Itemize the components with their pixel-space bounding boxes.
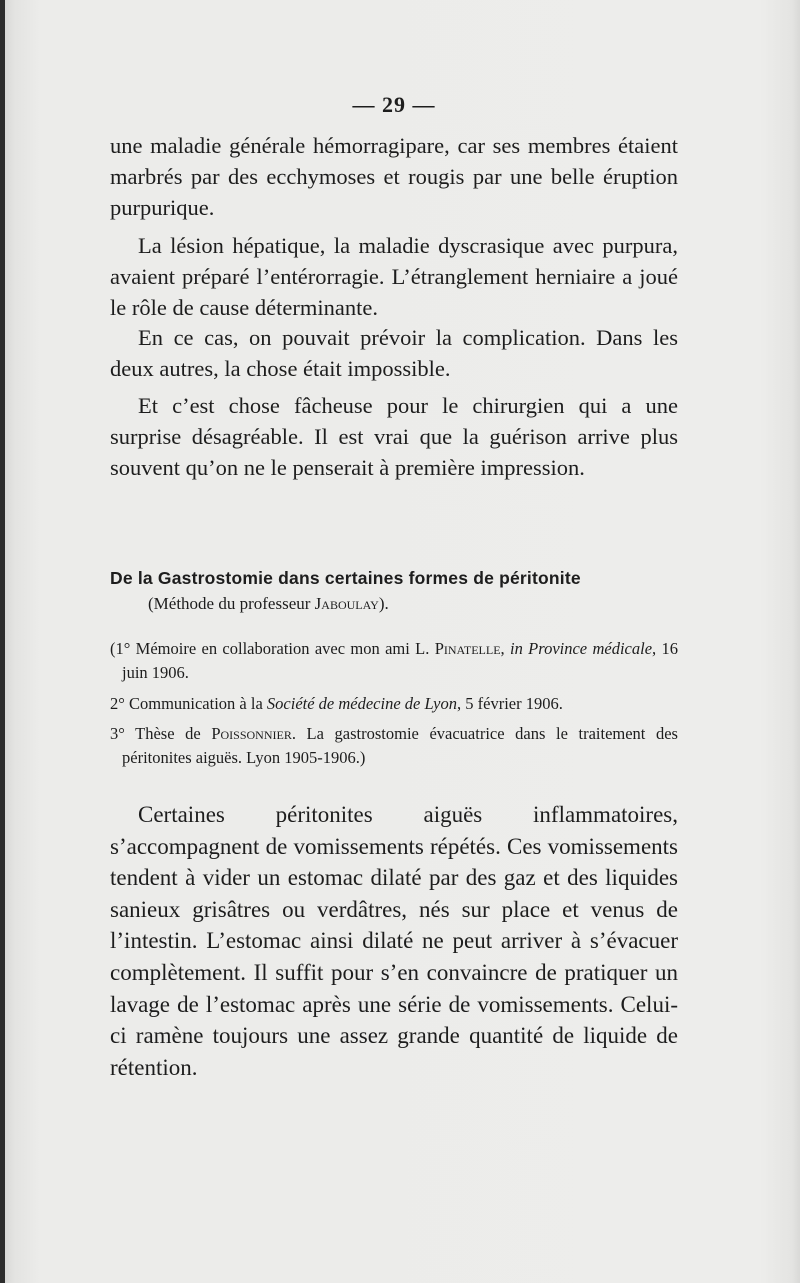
paragraph-complication: En ce cas, on pouvait prévoir la complication. Dans les deux autres, la chose était impossible. (110, 325, 678, 381)
note1-text-b: , (500, 639, 510, 658)
subtitle-suffix: ). (378, 594, 389, 613)
note1-journal: in Province médicale (510, 639, 653, 658)
section-subtitle (148, 594, 389, 614)
page-number: — 29 — (352, 92, 436, 117)
section-heading: De la Gastrostomie dans certaines formes de péritonite (110, 568, 581, 588)
reference-note-2 (110, 692, 678, 716)
note2-text-a: 2° Communication à la (110, 694, 267, 713)
subtitle-prefix: (Méthode du professeur (148, 594, 315, 613)
paragraph-continuation: une maladie générale hémorragipare, car ses membres étaient marbrés par des ecchymoses et rougis par une belle éruption purpurique. (110, 133, 678, 220)
note3-text-b: . La gastrostomie évacuatrice dans le traitement des péritonites aiguës. Lyon 1905-1906.) (122, 724, 678, 767)
note2-date: , 5 février 1906. (457, 694, 563, 713)
paragraph-lesion: La lésion hépatique, la maladie dyscrasique avec purpura, avaient préparé l’entérorragie. L’étranglement herniaire a joué le rôle de cause déterminante. (110, 233, 678, 320)
note2-society: Société de médecine de Lyon (266, 694, 457, 713)
subtitle-author: Jaboulay (314, 594, 379, 613)
reference-note-3 (110, 722, 678, 770)
note3-author: Poissonnier (211, 724, 292, 743)
note1-text-a: (1° Mémoire en collaboration avec mon ami L. (110, 639, 435, 658)
page-edge-shadow (0, 0, 5, 1283)
note1-date: , 16 juin 1906. (122, 639, 678, 682)
reference-note-1 (110, 637, 678, 685)
note1-author: Pinatelle (434, 639, 501, 658)
paragraph-peritonites: Certaines péritonites aiguës inflammatoires, s’accompagnent de vomissements répétés. Ces vomissements tendent à vider un estomac dilaté par des gaz et des liquides sanieux grisâtres ou verdâtres, nés sur place et venus de l’intestin. L’estomac ainsi dilaté ne peut arriver à s’évacuer complètement. Il suffit pour s’en convaincre de pratiquer un lavage de l’estomac après une série de vomissements. Celui-ci ramène toujours une assez grande quantité de liquide de rétention. (110, 802, 678, 1080)
paragraph-surprise: Et c’est chose fâcheuse pour le chirurgien qui a une surprise désagréable. Il est vrai que la guérison arrive plus souvent qu’on ne le penserait à première impression. (110, 393, 678, 480)
note3-text-a: 3° Thèse de (110, 724, 212, 743)
